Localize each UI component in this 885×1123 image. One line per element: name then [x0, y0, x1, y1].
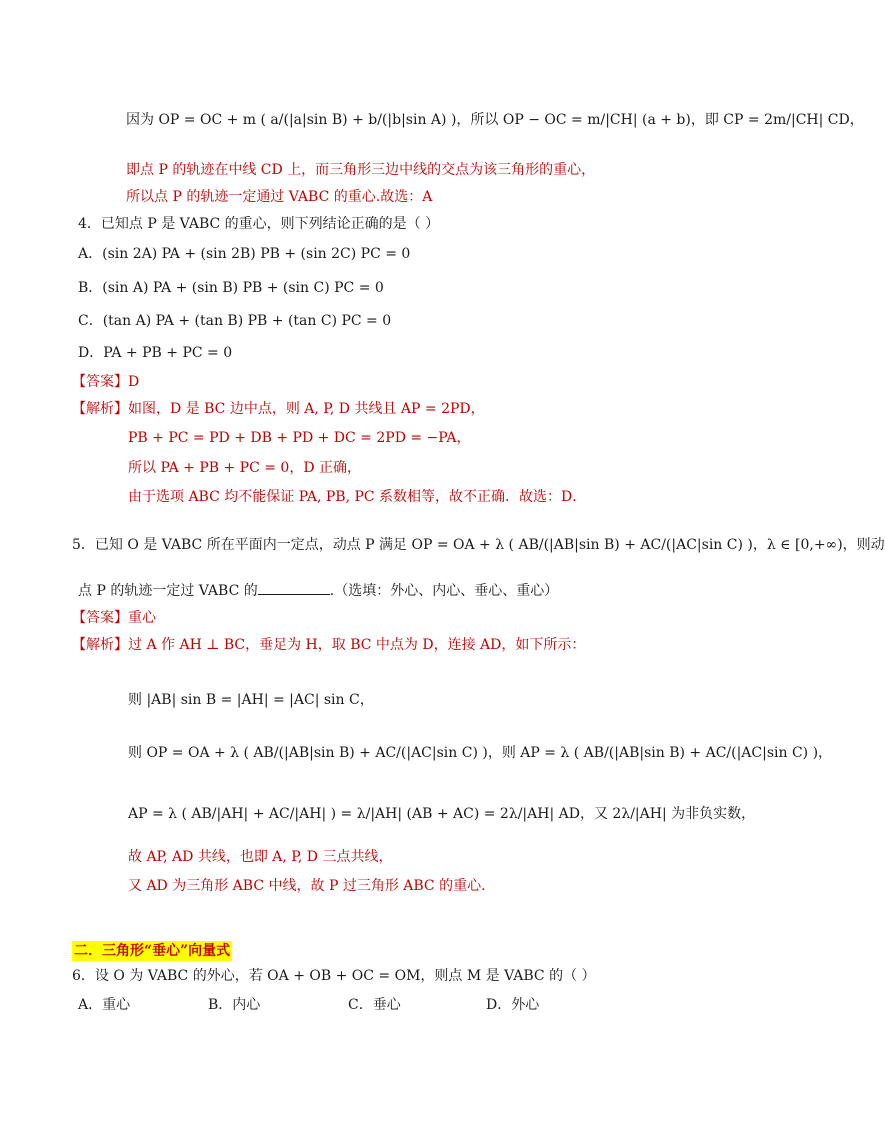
answer-value: 重心: [128, 610, 156, 626]
answer-tag: 【答案】: [72, 610, 128, 626]
analysis-5-line-4: AP = λ ( AB/|AH| + AC/|AH| ) = λ/|AH| (AB + AC) = 2λ/|AH| AD，又 2λ/|AH| 为非负实数，: [128, 806, 756, 822]
analysis-text: 如图，D 是 BC 边中点，则 A, P, D 共线且 AP = 2PD，: [128, 401, 485, 417]
analysis-5-line-6: 又 AD 为三角形 ABC 中线，故 P 过三角形 ABC 的重心.: [128, 878, 486, 894]
question-5-line-2: [78, 580, 558, 601]
answer-4: [72, 372, 139, 392]
q4-option-b: B．(sin A) PA + (sin B) PB + (sin C) PC = 0: [78, 280, 384, 296]
q4-option-a: A．(sin 2A) PA + (sin 2B) PB + (sin 2C) PC = 0: [78, 246, 411, 262]
analysis-4-line-2: PB + PC = PD + DB + PD + DC = 2PD = −PA，: [128, 430, 471, 446]
q5-text-after-blank: .（选填：外心、内心、垂心、重心）: [329, 583, 559, 599]
analysis-4-line-4: 由于选项 ABC 均不能保证 PA, PB, PC 系数相等，故不正确．故选：D．: [128, 489, 587, 505]
answer-blank: [258, 580, 330, 595]
q4-option-d: D．PA + PB + PC = 0: [78, 345, 233, 361]
solution-line-3: 所以点 P 的轨迹一定通过 VABC 的重心.故选：A: [126, 189, 433, 205]
analysis-5-line-1: [72, 635, 585, 655]
solution-line-2: 即点 P 的轨迹在中线 CD 上，而三角形三边中线的交点为该三角形的重心，: [126, 162, 596, 178]
section-heading: 二．三角形“垂心”向量式: [74, 943, 231, 959]
answer-value: D: [128, 374, 140, 390]
q6-option-c: C．垂心: [348, 997, 401, 1013]
analysis-4-line-1: [72, 399, 485, 419]
q6-option-d: D．外心: [486, 997, 540, 1013]
q6-option-a: A．重心: [78, 997, 131, 1013]
analysis-5-line-2: 则 |AB| sin B = |AH| = |AC| sin C，: [128, 692, 374, 708]
analysis-5-line-5: 故 AP, AD 共线，也即 A, P, D 三点共线，: [128, 849, 393, 865]
answer-5: [72, 608, 156, 628]
question-6: 6．设 O 为 VABC 的外心，若 OA + OB + OC = OM，则点 M 是 VABC 的（ ）: [72, 968, 596, 984]
analysis-tag: 【解析】: [72, 637, 128, 653]
analysis-4-line-3: 所以 PA + PB + PC = 0，D 正确，: [128, 460, 362, 476]
q5-text-before-blank: 点 P 的轨迹一定过 VABC 的: [78, 583, 258, 599]
answer-tag: 【答案】: [72, 374, 128, 390]
q4-option-c: C．(tan A) PA + (tan B) PB + (tan C) PC = 0: [78, 313, 392, 329]
question-5-line-1: 5．已知 O 是 VABC 所在平面内一定点，动点 P 满足 OP = OA + λ ( AB/(|AB|sin B) + AC/(|AC|sin C) )，λ ∈ [0,+∞)，则动: [72, 537, 885, 553]
analysis-5-line-3: 则 OP = OA + λ ( AB/(|AB|sin B) + AC/(|AC|sin C) )，则 AP = λ ( AB/(|AB|sin B) + AC/(|AC|sin C) )，: [128, 745, 833, 761]
solution-line-1: 因为 OP = OC + m ( a/(|a|sin B) + b/(|b|sin A) )，所以 OP − OC = m/|CH| (a + b)，即 CP = 2m/|CH| CD，: [126, 112, 864, 128]
analysis-text: 过 A 作 AH ⊥ BC，垂足为 H，取 BC 中点为 D，连接 AD，如下所示：: [128, 637, 586, 653]
q6-option-b: B．内心: [208, 997, 261, 1013]
question-4: 4．已知点 P 是 VABC 的重心，则下列结论正确的是（ ）: [78, 216, 440, 232]
analysis-tag: 【解析】: [72, 401, 128, 417]
